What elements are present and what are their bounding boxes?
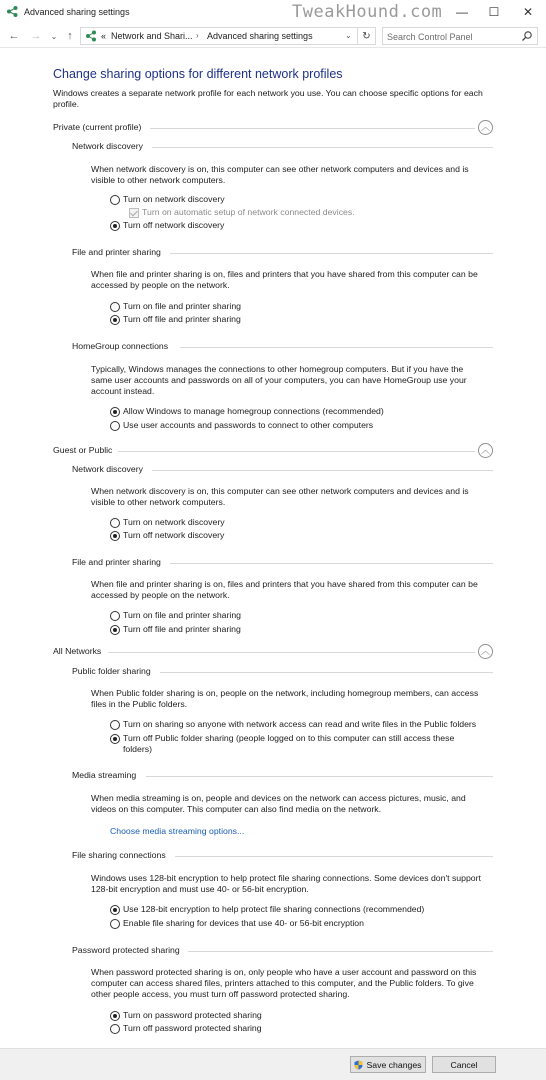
radio-off-icon[interactable] [110, 302, 120, 312]
radio-off-icon[interactable] [110, 518, 120, 528]
chevron-up-icon: ︿ [480, 646, 490, 656]
divider [160, 672, 493, 673]
divider [150, 128, 475, 129]
close-icon: ✕ [522, 5, 534, 19]
file-sharing-connections-desc: Windows uses 128-bit encryption to help protect file sharing connections. Some devices don't support 128-bit encryption and must use 40- or 56-bit encryption. [91, 873, 481, 894]
refresh-button[interactable] [358, 27, 376, 45]
page-intro: Windows creates a separate network profile for each network you use. You can choose specific options for each profile. [53, 88, 483, 109]
breadcrumb-item-network[interactable]: Network and Shari... [111, 31, 193, 41]
private-file-printer-desc: When file and printer sharing is on, files and printers that you have shared from this computer can be accessed by people on the network. [91, 269, 478, 290]
network-app-icon [6, 5, 19, 18]
guest-network-discovery-desc: When network discovery is on, this computer can see other network computers and devices and is visible to other network computers. [91, 486, 469, 507]
collapse-guest-button[interactable] [478, 443, 493, 458]
private-network-discovery-on-option[interactable]: Turn on network discovery [110, 194, 225, 205]
password-protected-title: Password protected sharing [72, 945, 180, 955]
radio-off-icon[interactable] [110, 421, 120, 431]
chevron-up-icon: ︿ [480, 122, 490, 132]
guest-file-printer-off-option[interactable]: Turn off file and printer sharing [110, 624, 241, 635]
section-private-title[interactable]: Private (current profile) [53, 122, 142, 132]
divider [180, 347, 493, 348]
guest-file-printer-on-option[interactable]: Turn on file and printer sharing [110, 610, 241, 621]
public-folder-off-option[interactable]: Turn off Public folder sharing (people logged on to this computer can still access these folders) [110, 733, 478, 755]
breadcrumb[interactable] [80, 27, 358, 45]
radio-off-icon[interactable] [110, 1024, 120, 1034]
radio-off-icon[interactable] [110, 195, 120, 205]
file-sharing-connections-title: File sharing connections [72, 850, 166, 860]
close-button[interactable] [512, 0, 544, 24]
public-folder-on-option[interactable]: Turn on sharing so anyone with network access can read and write files in the Public folders [110, 719, 490, 730]
save-changes-button[interactable] [350, 1056, 426, 1073]
private-file-printer-on-option[interactable]: Turn on file and printer sharing [110, 301, 241, 312]
search-icon[interactable] [521, 30, 533, 42]
radio-selected-icon[interactable] [110, 1011, 120, 1021]
private-network-discovery-desc: When network discovery is on, this computer can see other network computers and devices and is visible to other network computers. [91, 164, 469, 185]
divider [152, 470, 493, 471]
up-button[interactable] [62, 28, 78, 44]
private-file-printer-title: File and printer sharing [72, 247, 161, 257]
guest-file-printer-desc: When file and printer sharing is on, files and printers that you have shared from this computer can be accessed by people on the network. [91, 579, 478, 600]
divider [152, 147, 493, 148]
minimize-icon: — [456, 5, 468, 19]
address-bar [0, 24, 546, 48]
radio-selected-icon[interactable] [110, 315, 120, 325]
password-protected-off-option[interactable]: Turn off password protected sharing [110, 1023, 262, 1034]
homegroup-title: HomeGroup connections [72, 341, 169, 351]
radio-off-icon[interactable] [110, 720, 120, 730]
divider [170, 563, 493, 564]
section-all-title[interactable]: All Networks [53, 646, 102, 656]
chevron-down-icon: ⌄ [50, 31, 58, 41]
refresh-icon: ↻ [362, 30, 371, 42]
footer-bar [0, 1048, 546, 1080]
arrow-up-icon: ↑ [67, 30, 73, 42]
radio-selected-icon[interactable] [110, 221, 120, 231]
media-streaming-title: Media streaming [72, 770, 137, 780]
guest-network-discovery-on-option[interactable]: Turn on network discovery [110, 517, 225, 528]
divider [170, 253, 493, 254]
collapse-private-button[interactable] [478, 120, 493, 135]
uac-shield-icon [354, 1060, 363, 1070]
back-button[interactable] [6, 28, 22, 44]
radio-selected-icon[interactable] [110, 407, 120, 417]
minimize-button[interactable] [446, 0, 478, 24]
save-changes-label: Save changes [366, 1059, 422, 1070]
radio-selected-icon[interactable] [110, 531, 120, 541]
encryption-40-56-option[interactable]: Enable file sharing for devices that use 40- or 56-bit encryption [110, 918, 364, 929]
guest-network-discovery-off-option[interactable]: Turn off network discovery [110, 530, 224, 541]
homegroup-accounts-option[interactable]: Use user accounts and passwords to connect to other computers [110, 420, 373, 431]
window-title: Advanced sharing settings [24, 7, 130, 17]
divider [188, 951, 493, 952]
divider [175, 856, 493, 857]
public-folder-title: Public folder sharing [72, 666, 151, 676]
arrow-right-icon: → [30, 30, 42, 42]
radio-selected-icon[interactable] [110, 625, 120, 635]
cancel-label: Cancel [450, 1059, 478, 1070]
page-title: Change sharing options for different network profiles [53, 67, 343, 81]
radio-selected-icon[interactable] [110, 905, 120, 915]
chevron-right-icon[interactable]: › [196, 31, 199, 40]
divider [108, 652, 475, 653]
forward-button[interactable] [28, 28, 44, 44]
divider [118, 451, 475, 452]
breadcrumb-overflow[interactable]: « [101, 31, 107, 41]
chevron-up-icon: ︿ [480, 445, 490, 455]
arrow-left-icon: ← [8, 30, 20, 42]
private-network-discovery-off-option[interactable]: Turn off network discovery [110, 220, 224, 231]
encryption-128-option[interactable]: Use 128-bit encryption to help protect file sharing connections (recommended) [110, 904, 424, 915]
media-streaming-desc: When media streaming is on, people and devices on the network can access pictures, music, and videos on this computer. This computer can also find media on the network. [91, 793, 466, 814]
maximize-button[interactable] [478, 0, 510, 24]
private-auto-setup-option: Turn on automatic setup of network connected devices. [129, 207, 355, 218]
guest-network-discovery-title: Network discovery [72, 464, 143, 474]
collapse-all-button[interactable] [478, 644, 493, 659]
checkbox-icon [129, 208, 139, 218]
watermark: TweakHound.com [292, 2, 443, 22]
password-protected-desc: When password protected sharing is on, only people who have a user account and password on this computer can access shared files, printers attached to this computer, and the Public folders. To give other people access, you must turn off password protected sharing. [91, 967, 477, 999]
cancel-button[interactable] [432, 1056, 496, 1073]
private-network-discovery-title: Network discovery [72, 141, 143, 151]
search-input[interactable] [387, 30, 515, 43]
chevron-down-icon[interactable]: ⌄ [345, 31, 352, 40]
radio-off-icon[interactable] [110, 919, 120, 929]
public-folder-desc: When Public folder sharing is on, people on the network, including homegroup members, can access files in the Public folders. [91, 688, 479, 709]
network-icon [85, 30, 97, 42]
section-guest-title[interactable]: Guest or Public [53, 445, 113, 455]
maximize-icon: ☐ [488, 5, 500, 19]
radio-selected-icon[interactable] [110, 734, 120, 744]
media-streaming-options-link[interactable]: Choose media streaming options... [110, 826, 245, 836]
breadcrumb-item-advanced[interactable]: Advanced sharing settings [207, 31, 313, 41]
homegroup-desc: Typically, Windows manages the connections to other homegroup computers. But if you have the same user accounts and passwords on all of your computers, you can have HomeGroup use your account instead. [91, 364, 467, 396]
password-protected-on-option[interactable]: Turn on password protected sharing [110, 1010, 262, 1021]
title-bar [0, 0, 546, 24]
homegroup-allow-option[interactable]: Allow Windows to manage homegroup connections (recommended) [110, 406, 384, 417]
main-content [0, 48, 546, 1048]
search-box[interactable] [382, 27, 538, 45]
divider [146, 776, 493, 777]
guest-file-printer-title: File and printer sharing [72, 557, 161, 567]
recent-locations-button[interactable] [46, 28, 62, 44]
radio-off-icon[interactable] [110, 611, 120, 621]
private-file-printer-off-option[interactable]: Turn off file and printer sharing [110, 314, 241, 325]
